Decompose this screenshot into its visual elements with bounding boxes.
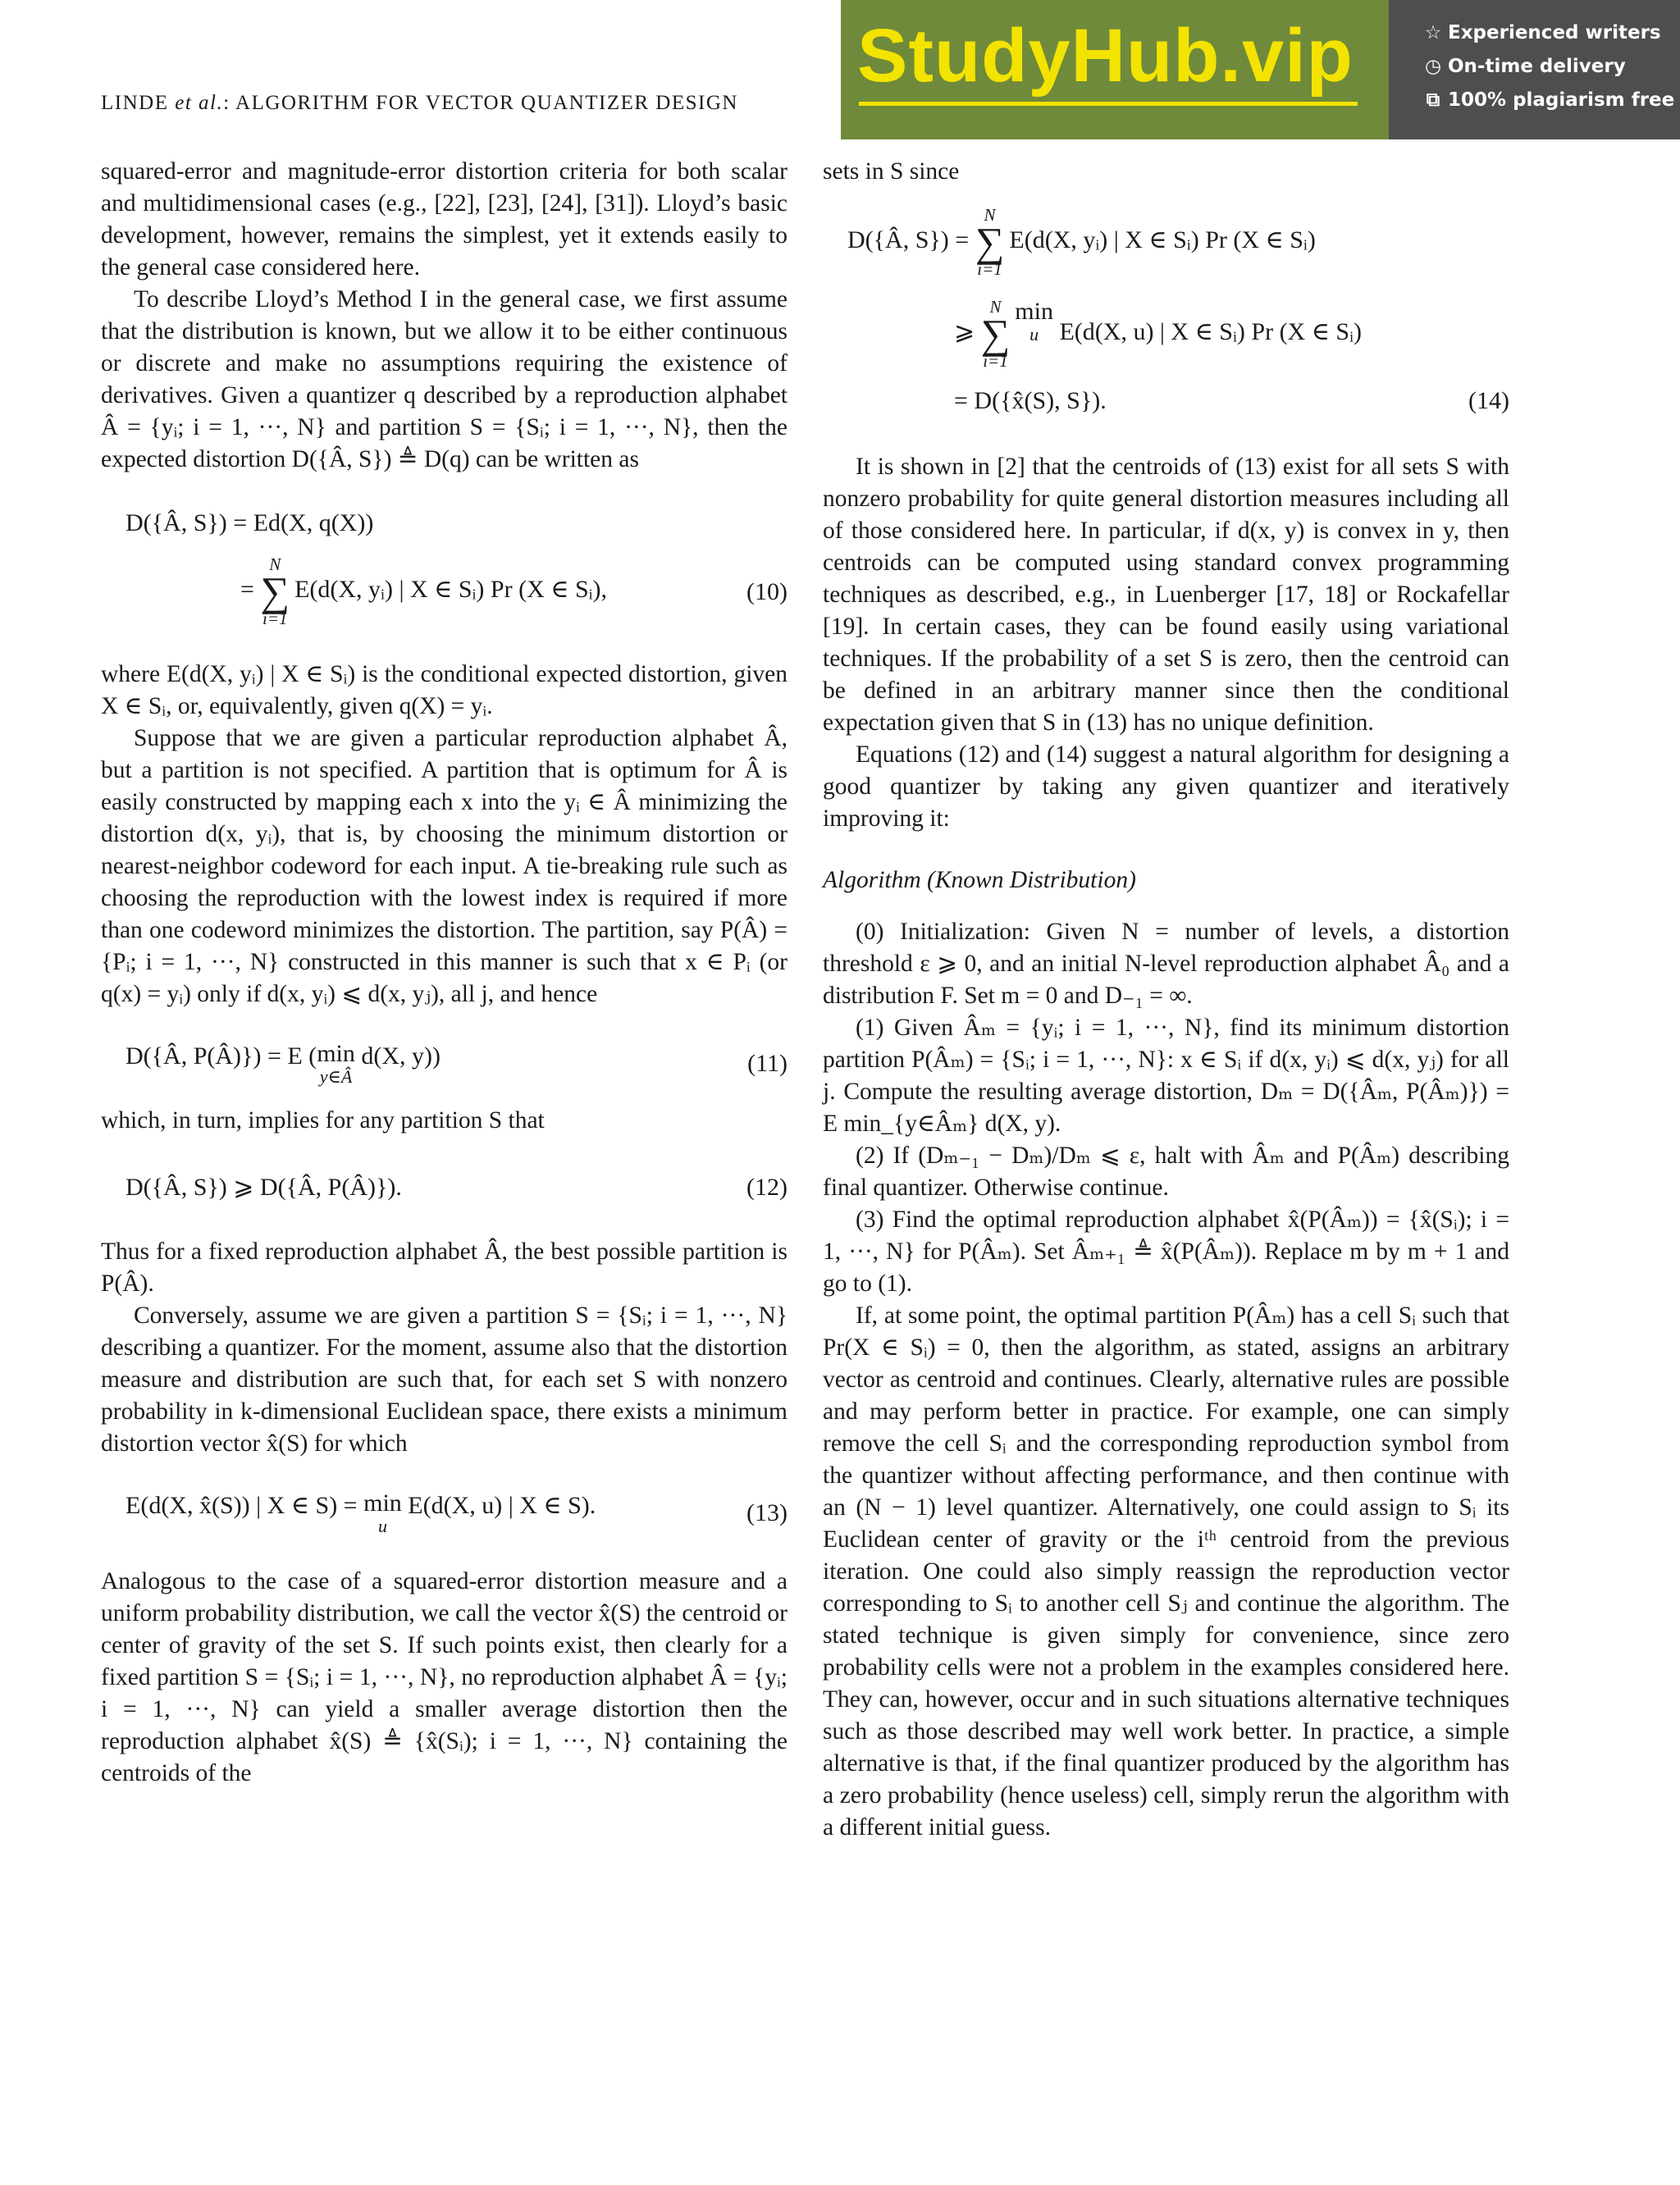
feature-label: 100% plagiarism free — [1448, 89, 1675, 111]
equation-number: (12) — [746, 1174, 788, 1202]
equation-text: D({Â, S}) ⩾ D({Â, P(Â)}). — [126, 1174, 402, 1202]
paragraph: Suppose that we are given a particular reproduction alphabet Â, but a partition is not specified. A partition that is optimum for Â is easily constructed by mapping each x into the yᵢ ∈ Â minimizing the distortion d(x, yᵢ), that is, by choosing the minimum distortion or nearest-neighbor codeword for each input. A tie-breaking rule such as choosing the reproduction with the lowest index is required if more than one codeword minimizes the distortion. The partition, say P(Â) = {Pᵢ; i = 1, ···, N} constructed in this manner is such that x ∈ Pᵢ (or q(x) = yᵢ) only if d(x, yᵢ) ⩽ d(x, yⱼ), all j, and hence — [101, 725, 788, 1007]
clock-icon: ◷ — [1424, 56, 1442, 77]
min-subscript: y∈Â — [319, 1066, 353, 1087]
geq-sign: ⩾ — [954, 317, 975, 345]
paragraph: If, at some point, the optimal partition P(Âₘ) has a cell Sᵢ such that Pr(X ∈ Sᵢ) = 0, then the algorithm, as stated, assigns an arbitrary vector as centroid and continues. Clearly, alternative rules are possible and may perform better in practice. For example, one can simply remove the cell Sᵢ and the corresponding reproduction symbol from the quantizer without affecting performance, and then continue with an (N − 1) level quantizer. Alternatively, one could assign to Sᵢ its Euclidean center of gravity or the iᵗʰ centroid from the previous iteration. One could also simply reassign the reproduction vector corresponding to Sᵢ to another cell Sⱼ and continue the algorithm. The stated technique is given simply for convenience, since zero probability cells were not a problem in the examples considered here. They can, however, occur and in such situations alternative techniques such as those described may well work better. In practice, a simple alternative is that, if the final quantizer produced by the algorithm has a zero probability (hence useless) cell, simply rerun the algorithm with a different initial guess. — [823, 1302, 1509, 1841]
equation-14-line2 — [823, 298, 1509, 370]
equation-text: E(d(X, yᵢ) | X ∈ Sᵢ) Pr (X ∈ Sᵢ) — [1009, 226, 1316, 253]
paragraph: squared-error and magnitude-error distortion criteria for both scalar and multidimensional cases (e.g., [22], [23], [24], [31]). Lloyd’s basic development, however, remains the simplest, yet it extends easily to the general case considered here. — [101, 158, 788, 281]
sum-lower-limit: i=1 — [262, 609, 288, 628]
equals-sign: = — [240, 575, 254, 603]
running-head-authors: LINDE — [101, 92, 176, 114]
equation-text: = D({x̂(S), S}). — [954, 387, 1107, 414]
star-outline-icon: ☆ — [1424, 22, 1442, 43]
logo-underline — [859, 102, 1358, 106]
equation-10-line1 — [101, 507, 788, 539]
studyhub-logo[interactable]: StudyHub.vip — [857, 14, 1354, 98]
paragraph: Equations (12) and (14) suggest a natural algorithm for designing a good quantizer by taking any given quantizer and iteratively improving it: — [823, 741, 1509, 832]
left-column — [101, 156, 788, 1790]
min-operator: min — [317, 1040, 355, 1067]
summation-symbol: N ∑ i=1 — [980, 297, 1011, 371]
sum-lower-limit: i=1 — [977, 259, 1002, 279]
paragraph: It is shown in [2] that the centroids of (13) exist for all sets S with nonzero probability for quite general distortion measures including all of those considered here. In particular, if d(x, y) is convex in y, then centroids can be computed using standard convex programming techniques as described, e.g., in Luenberger [17, 18] or Rockafellar [19]. In certain cases, they can be found easily using variational techniques. If the probability of a set S is zero, then the centroid can be defined in an arbitrary manner since then the conditional expectation given that S in (13) has no unique definition. — [823, 454, 1509, 736]
equation-text: D({Â, P(Â)}) = E ( — [126, 1042, 317, 1070]
right-column — [823, 156, 1509, 1844]
sum-upper-limit: N — [989, 297, 1002, 317]
section-heading: Algorithm (Known Distribution) — [823, 867, 1136, 893]
sum-upper-limit: N — [269, 554, 281, 574]
paragraph: To describe Lloyd’s Method I in the general case, we first assume that the distribution is known, but we allow it to be either continuous or discrete and make no assumptions requiring the existence of derivatives. Given a quantizer q described by a reproduction alphabet Â = {yᵢ; i = 1, ···, N} and partition S = {Sᵢ; i = 1, ···, N}, then the expected distortion D({Â, S}) ≜ D(q) can be written as — [101, 286, 788, 472]
paragraph: Thus for a fixed reproduction alphabet Â, the best possible partition is P(Â). — [101, 1238, 788, 1298]
algorithm-step-1: (1) Given Âₘ = {yᵢ; i = 1, ···, N}, find its minimum distortion partition P(Âₘ) = {Sᵢ; i = 1, ···, N}: x ∈ Sᵢ if d(x, yᵢ) ⩽ d(x, yⱼ) for all j. Compute the resulting average distortion, Dₘ = D({Âₘ, P(Âₘ)}) = E min_{y∈Âₘ} d(X, y). — [823, 1015, 1509, 1137]
sum-upper-limit: N — [984, 205, 996, 225]
paragraph: Conversely, assume we are given a partition S = {Sᵢ; i = 1, ···, N} describing a quantizer. For the moment, assume also that the distortion measure and distribution are such that, for each set S with nonzero probability in k-dimensional Euclidean space, there exists a minimum distortion vector x̂(S) for which — [101, 1302, 788, 1457]
equation-14 — [823, 385, 1509, 417]
equation-10 — [101, 555, 788, 627]
copy-icon: ⧉ — [1426, 89, 1440, 111]
equation-text: D({Â, S}) = Ed(X, q(X)) — [126, 509, 374, 536]
min-subscript: u — [377, 1516, 387, 1537]
running-head-etal: et al. — [175, 92, 224, 114]
algorithm-step-2: (2) If (Dₘ₋₁ − Dₘ)/Dₘ ⩽ ε, halt with Âₘ and P(Âₘ) describing final quantizer. Otherwise continue. — [823, 1143, 1509, 1201]
equation-text: d(X, y)) — [361, 1042, 441, 1070]
sum-lower-limit: i=1 — [983, 351, 1008, 371]
min-subscript: u — [1029, 324, 1039, 344]
equation-text: E(d(X, u) | X ∈ Sᵢ) Pr (X ∈ Sᵢ) — [1059, 317, 1363, 345]
equation-number: (10) — [746, 577, 788, 605]
min-operator: min — [1015, 298, 1053, 325]
summation-symbol: N ∑ i=1 — [260, 554, 290, 628]
equation-text: E(d(X, x̂(S)) | X ∈ S) = — [126, 1492, 358, 1520]
summation-symbol: N ∑ i=1 — [975, 205, 1005, 279]
equation-number: (13) — [746, 1499, 788, 1527]
running-head — [101, 92, 738, 115]
paragraph: which, in turn, implies for any partition S that — [101, 1107, 545, 1134]
min-operator: min — [363, 1489, 402, 1517]
equation-13 — [101, 1489, 788, 1536]
equation-14-line1 — [823, 206, 1509, 278]
equation-text: E(d(X, yᵢ) | X ∈ Sᵢ) Pr (X ∈ Sᵢ), — [294, 575, 608, 603]
equation-text: E(d(X, u) | X ∈ S). — [408, 1492, 596, 1520]
paragraph: Analogous to the case of a squared-error distortion measure and a uniform probability distribution, we call the vector x̂(S) the centroid or center of gravity of the set S. If such points exist, then clearly for a fixed partition S = {Sᵢ; i = 1, ···, N}, no reproduction alphabet Â = {yᵢ; i = 1, ···, N} can yield a smaller average distortion then the reproduction alphabet x̂(S) ≜ {x̂(Sᵢ); i = 1, ···, N} containing the centroids of the — [101, 1568, 788, 1787]
paragraph: sets in S since — [823, 158, 960, 185]
banner-features-panel — [1389, 0, 1680, 139]
equation-number: (14) — [1468, 387, 1509, 414]
feature-label: Experienced writers — [1448, 22, 1661, 43]
feature-plagiarism-free — [1423, 89, 1674, 111]
equation-11 — [101, 1040, 788, 1087]
equation-12 — [101, 1171, 788, 1203]
algorithm-step-0: (0) Initialization: Given N = number of levels, a distortion threshold ε ⩾ 0, and an initial N-level reproduction alphabet Â₀ and a distribution F. Set m = 0 and D₋₁ = ∞. — [823, 919, 1509, 1009]
feature-label: On-time delivery — [1448, 56, 1626, 77]
equation-text: D({Â, S}) = — [847, 226, 970, 253]
equation-number: (11) — [747, 1050, 788, 1078]
paragraph: where E(d(X, yᵢ) | X ∈ Sᵢ) is the conditional expected distortion, given X ∈ Sᵢ, or, equivalently, given q(X) = yᵢ. — [101, 661, 788, 719]
running-head-title: : ALGORITHM FOR VECTOR QUANTIZER DESIGN — [223, 92, 738, 114]
ad-banner[interactable] — [841, 0, 1680, 139]
feature-on-time-delivery — [1423, 56, 1626, 77]
algorithm-step-3: (3) Find the optimal reproduction alphabet x̂(P(Âₘ)) = {x̂(Sᵢ); i = 1, ···, N} for P(Âₘ). Set Âₘ₊₁ ≜ x̂(P(Âₘ)). Replace m by m + 1 and go to (1). — [823, 1207, 1509, 1297]
feature-experienced-writers — [1423, 22, 1661, 43]
